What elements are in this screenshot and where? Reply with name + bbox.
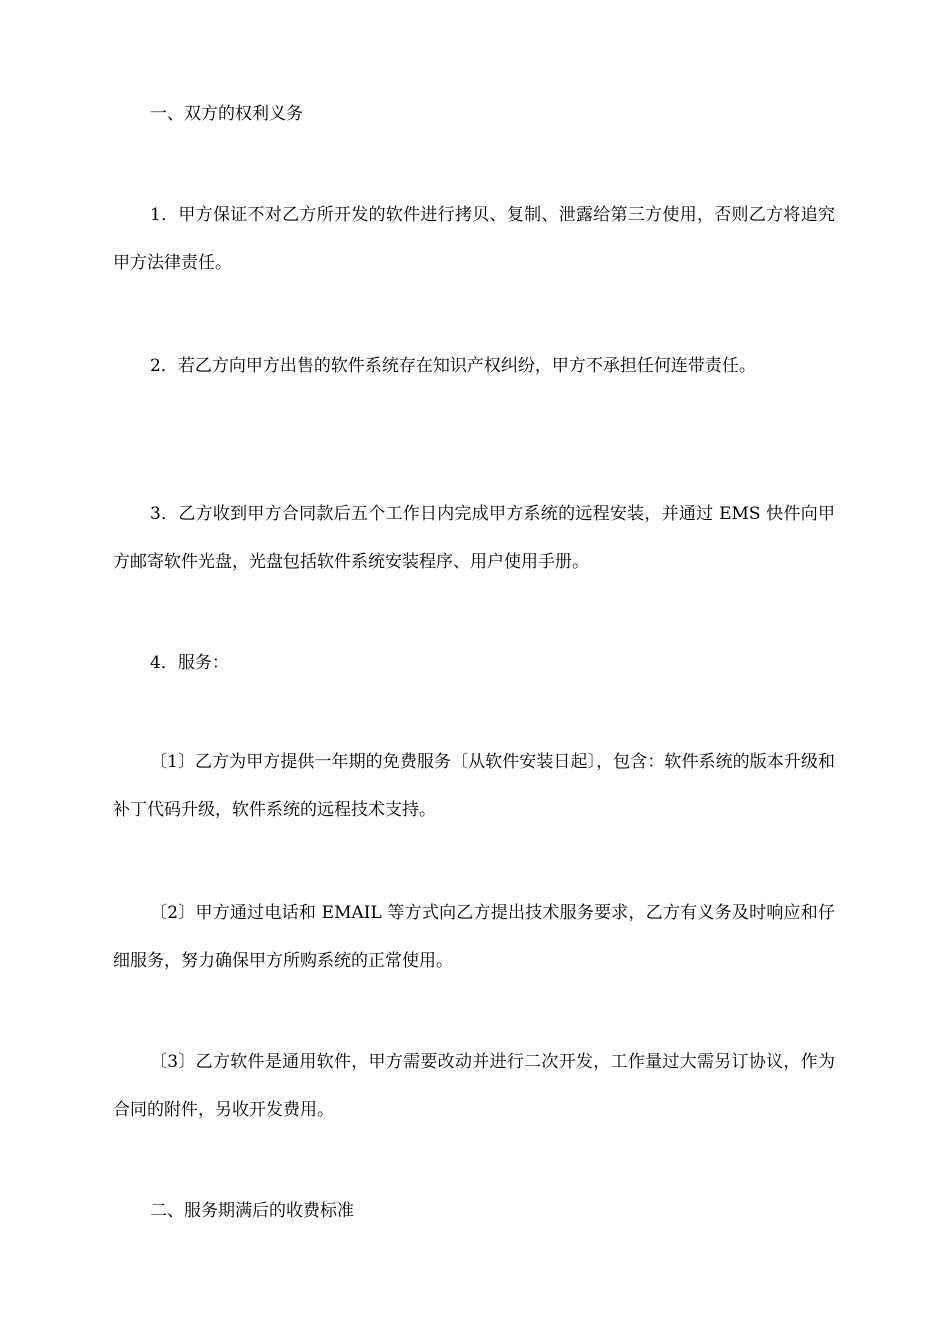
subclause-1-free-service: 〔1〕乙方为甲方提供一年期的免费服务〔从软件安装日起〕，包含：软件系统的版本升级和补丁代码升级，软件系统的远程技术支持。 xyxy=(113,752,835,820)
section-title-fees: 二、服务期满后的收费标准 xyxy=(150,1201,354,1221)
clause-2-ip-dispute: 2．若乙方向甲方出售的软件系统存在知识产权纠纷，甲方不承担任何连带责任。 xyxy=(150,356,756,376)
subclause-2-support-requests: 〔2〕甲方通过电话和 EMAIL 等方式向乙方提出技术服务要求，乙方有义务及时响应和仔细服务，努力确保甲方所购系统的正常使用。 xyxy=(113,903,835,971)
clause-1-no-copy: 1．甲方保证不对乙方所开发的软件进行拷贝、复制、泄露给第三方使用，否则乙方将追究甲方法律责任。 xyxy=(113,205,835,273)
clause-4-service: 4．服务： xyxy=(150,653,229,673)
section-title-rights-obligations: 一、双方的权利义务 xyxy=(150,104,303,124)
clause-3-installation: 3．乙方收到甲方合同款后五个工作日内完成甲方系统的远程安装，并通过 EMS 快件向甲方邮寄软件光盘，光盘包括软件系统安装程序、用户使用手册。 xyxy=(113,504,835,572)
subclause-3-custom-development: 〔3〕乙方软件是通用软件，甲方需要改动并进行二次开发，工作量过大需另订协议，作为合同的附件，另收开发费用。 xyxy=(113,1052,835,1120)
